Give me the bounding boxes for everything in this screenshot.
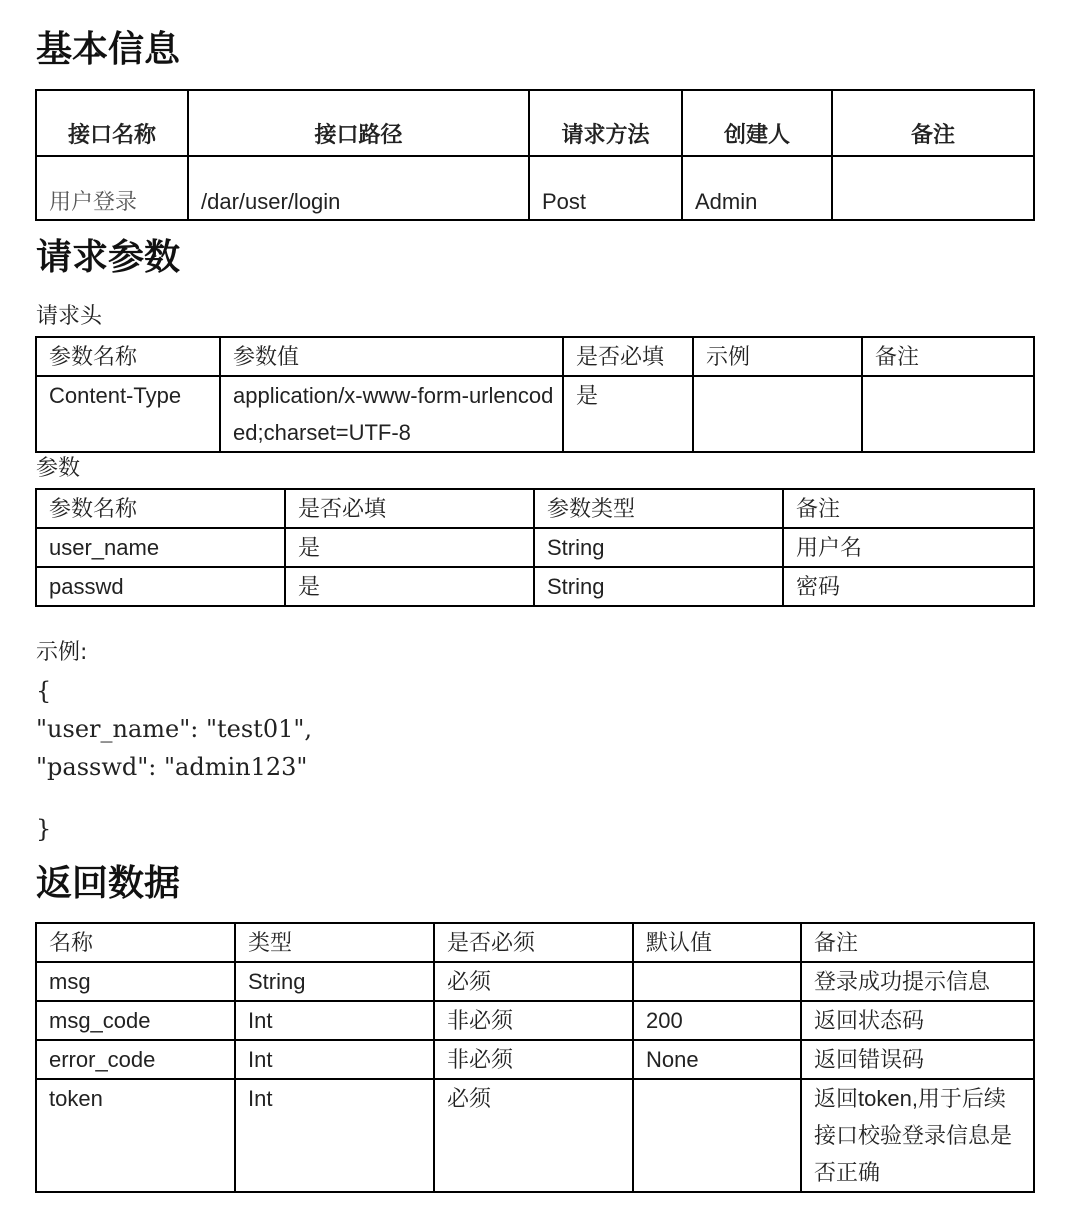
col-header: 参数类型 (534, 489, 783, 528)
col-header: 是否必须 (434, 923, 633, 962)
table-cell: Int (235, 1001, 434, 1040)
col-header: 示例 (693, 337, 862, 376)
col-header: 是否必填 (285, 489, 534, 528)
table-cell: passwd (36, 567, 285, 606)
table-cell: 必须 (434, 1079, 633, 1192)
table-cell: msg_code (36, 1001, 235, 1040)
table-cell (633, 1079, 801, 1192)
col-header: 默认值 (633, 923, 801, 962)
table-row (36, 376, 1034, 452)
table-cell: String (534, 567, 783, 606)
example-line-user-name: "user_name": "test01", (36, 715, 313, 743)
table-header-row (36, 489, 1034, 528)
table-cell: 是 (285, 567, 534, 606)
table-cell: 200 (633, 1001, 801, 1040)
example-open-brace: { (36, 677, 52, 705)
table-cell: 是 (285, 528, 534, 567)
table-cell: String (534, 528, 783, 567)
col-header: 参数值 (220, 337, 563, 376)
table-cell: String (235, 962, 434, 1001)
col-header: 名称 (36, 923, 235, 962)
table-header-row (36, 90, 1034, 156)
response-table (35, 922, 1035, 1193)
table-cell: Content-Type (36, 376, 220, 452)
section-title-basic-info: 基本信息 (36, 29, 181, 70)
params-label: 参数 (36, 456, 81, 481)
col-header: 类型 (235, 923, 434, 962)
col-header: 接口路径 (188, 90, 529, 156)
col-header: 创建人 (682, 90, 832, 156)
table-cell: error_code (36, 1040, 235, 1079)
section-title-request-params: 请求参数 (36, 237, 181, 278)
table-cell: 返回状态码 (801, 1001, 1034, 1040)
table-row (36, 962, 1034, 1001)
col-header: 参数名称 (36, 489, 285, 528)
col-header: 备注 (783, 489, 1034, 528)
example-label: 示例: (36, 640, 88, 665)
example-close-brace: } (36, 815, 52, 843)
col-header: 备注 (801, 923, 1034, 962)
table-cell (693, 376, 862, 452)
table-row (36, 528, 1034, 567)
example-line-passwd: "passwd": "admin123" (36, 753, 308, 781)
table-cell: 返回token,用于后续接口校验登录信息是否正确 (801, 1079, 1034, 1192)
table-cell (633, 962, 801, 1001)
table-cell (862, 376, 1034, 452)
table-cell: 非必须 (434, 1001, 633, 1040)
table-cell: 用户登录 (36, 156, 188, 220)
table-cell: Int (235, 1079, 434, 1192)
table-cell: Admin (682, 156, 832, 220)
table-cell: application/x-www-form-urlencoded;charset=UTF-8 (220, 376, 563, 452)
col-header: 是否必填 (563, 337, 693, 376)
section-title-response-data: 返回数据 (36, 863, 181, 904)
table-row (36, 1040, 1034, 1079)
table-cell: 用户名 (783, 528, 1034, 567)
col-header: 请求方法 (529, 90, 682, 156)
basic-info-table (35, 89, 1035, 221)
table-row (36, 567, 1034, 606)
table-cell (832, 156, 1034, 220)
table-row (36, 156, 1034, 220)
table-cell: token (36, 1079, 235, 1192)
table-cell: Int (235, 1040, 434, 1079)
table-header-row (36, 923, 1034, 962)
table-header-row (36, 337, 1034, 376)
table-cell: 密码 (783, 567, 1034, 606)
table-cell: 非必须 (434, 1040, 633, 1079)
request-headers-table (35, 336, 1035, 453)
table-cell: Post (529, 156, 682, 220)
table-cell: None (633, 1040, 801, 1079)
col-header: 备注 (832, 90, 1034, 156)
col-header: 备注 (862, 337, 1034, 376)
request-headers-label: 请求头 (36, 304, 103, 329)
table-cell: 返回错误码 (801, 1040, 1034, 1079)
table-cell: msg (36, 962, 235, 1001)
col-header: 接口名称 (36, 90, 188, 156)
table-row (36, 1001, 1034, 1040)
table-cell: /dar/user/login (188, 156, 529, 220)
col-header: 参数名称 (36, 337, 220, 376)
table-cell: user_name (36, 528, 285, 567)
table-cell: 登录成功提示信息 (801, 962, 1034, 1001)
table-cell: 是 (563, 376, 693, 452)
table-cell: 必须 (434, 962, 633, 1001)
table-row (36, 1079, 1034, 1192)
params-table (35, 488, 1035, 607)
